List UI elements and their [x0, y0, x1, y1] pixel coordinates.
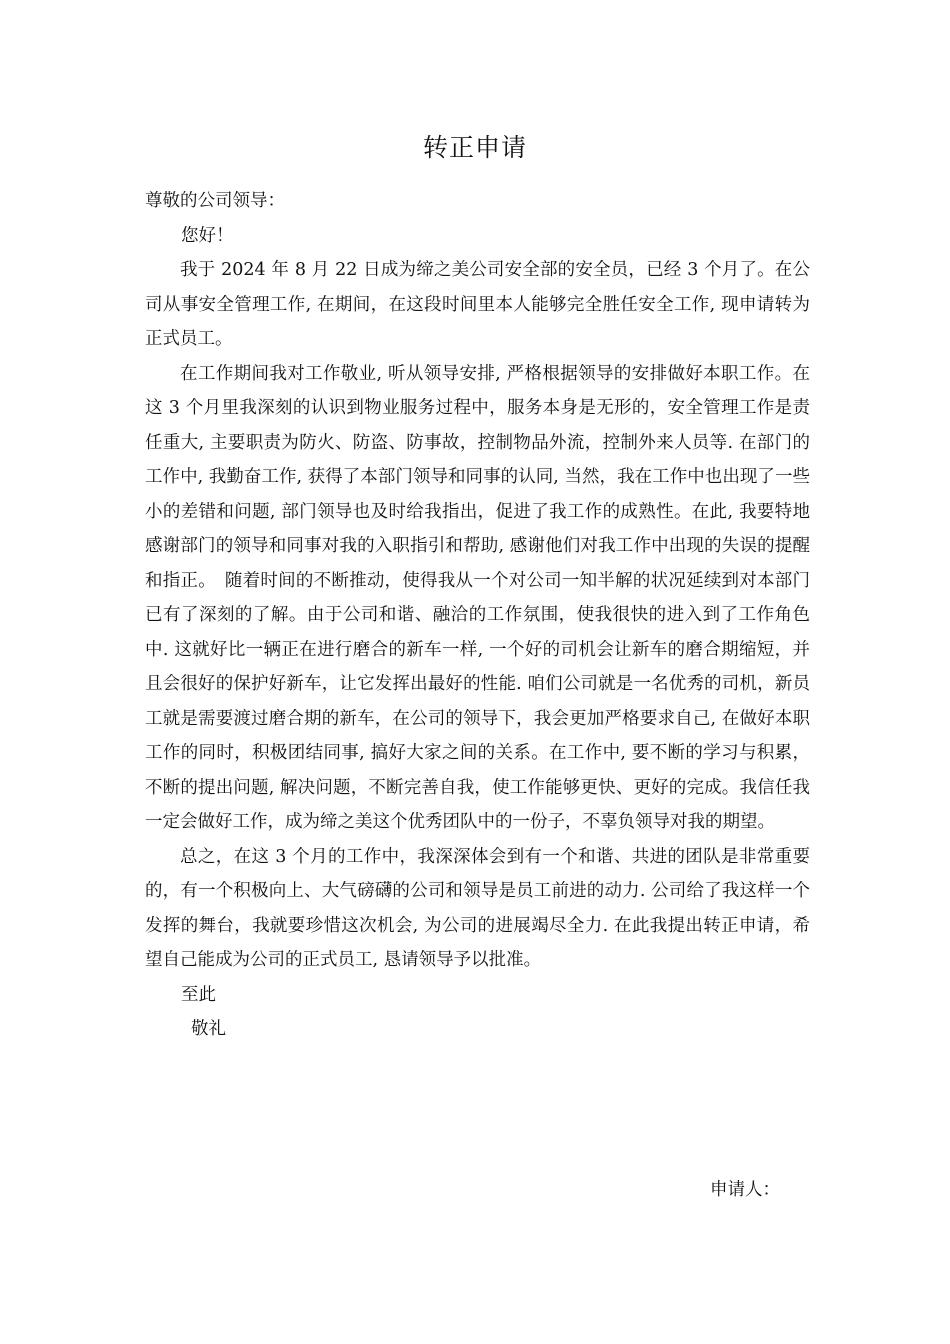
paragraph-1: 我于 2024 年 8 月 22 日成为缔之美公司安全部的安全员，已经 3 个月了。在公司从事安全管理工作, 在期间，在这段时间里本人能够完全胜任安全工作, 现申请转为正式员工。	[145, 260, 810, 349]
paragraph-2: 在工作期间我对工作敬业, 听从领导安排, 严格根据领导的安排做好本职工作。在这 3 个月里我深刻的认识到物业服务过程中，服务本身是无形的，安全管理工作是责任重大, 主要职责为防火、防盗、防事故，控制物品外流，控制外来人员等. 在部门的工作中, 我勤奋工作, 获得了本部门领导和同事的认同, 当然，我在工作中也出现了一些小的差错和问题, 部门领导也及时给我指出，促进了我工作的成熟性。在此, 我要特地感谢部门的领导和同事对我的入职指引和帮助, 感谢他们对我工作中出现的失误的提醒和指正。 随着时间的不断推动，使得我从一个对公司一知半解的状况延续到对本部门已有了深刻的了解。由于公司和谐、融洽的工作氛围，使我很快的进入到了工作角色中. 这就好比一辆正在进行磨合的新车一样, 一个好的司机会让新车的磨合期缩短，并且会很好的保护好新车，让它发挥出最好的性能. 咱们公司就是一名优秀的司机，新员工就是需要渡过磨合期的新车，在公司的领导下，我会更加严格要求自己, 在做好本职工作的同时，积极团结同事, 搞好大家之间的关系。在工作中, 要不断的学习与积累，不断的提出问题, 解决问题，不断完善自我，使工作能够更快、更好的完成。我信任我一定会做好工作，成为缔之美这个优秀团队中的一份子，不辜负领导对我的期望。	[145, 363, 810, 832]
document-title: 转正申请	[422, 133, 527, 162]
paragraph-3: 总之，在这 3 个月的工作中，我深深体会到有一个和谐、共进的团队是非常重要的，有一个积极向上、大气磅礴的公司和领导是员工前进的动力. 公司给了我这样一个发挥的舞台，我就要珍惜这次机会, 为公司的进展竭尽全力. 在此我提出转正申请，希望自己能成为公司的正式员工, 恳请领导予以批准。	[145, 846, 810, 970]
closing-line-2: 敬礼	[191, 1019, 226, 1039]
salutation-line: 您好！	[181, 225, 234, 246]
signature-line: 申请人：	[710, 1180, 780, 1200]
closing-line-1: 至此	[181, 984, 216, 1005]
greeting-line: 尊敬的公司领导：	[145, 191, 285, 211]
document-body	[145, 184, 810, 1047]
